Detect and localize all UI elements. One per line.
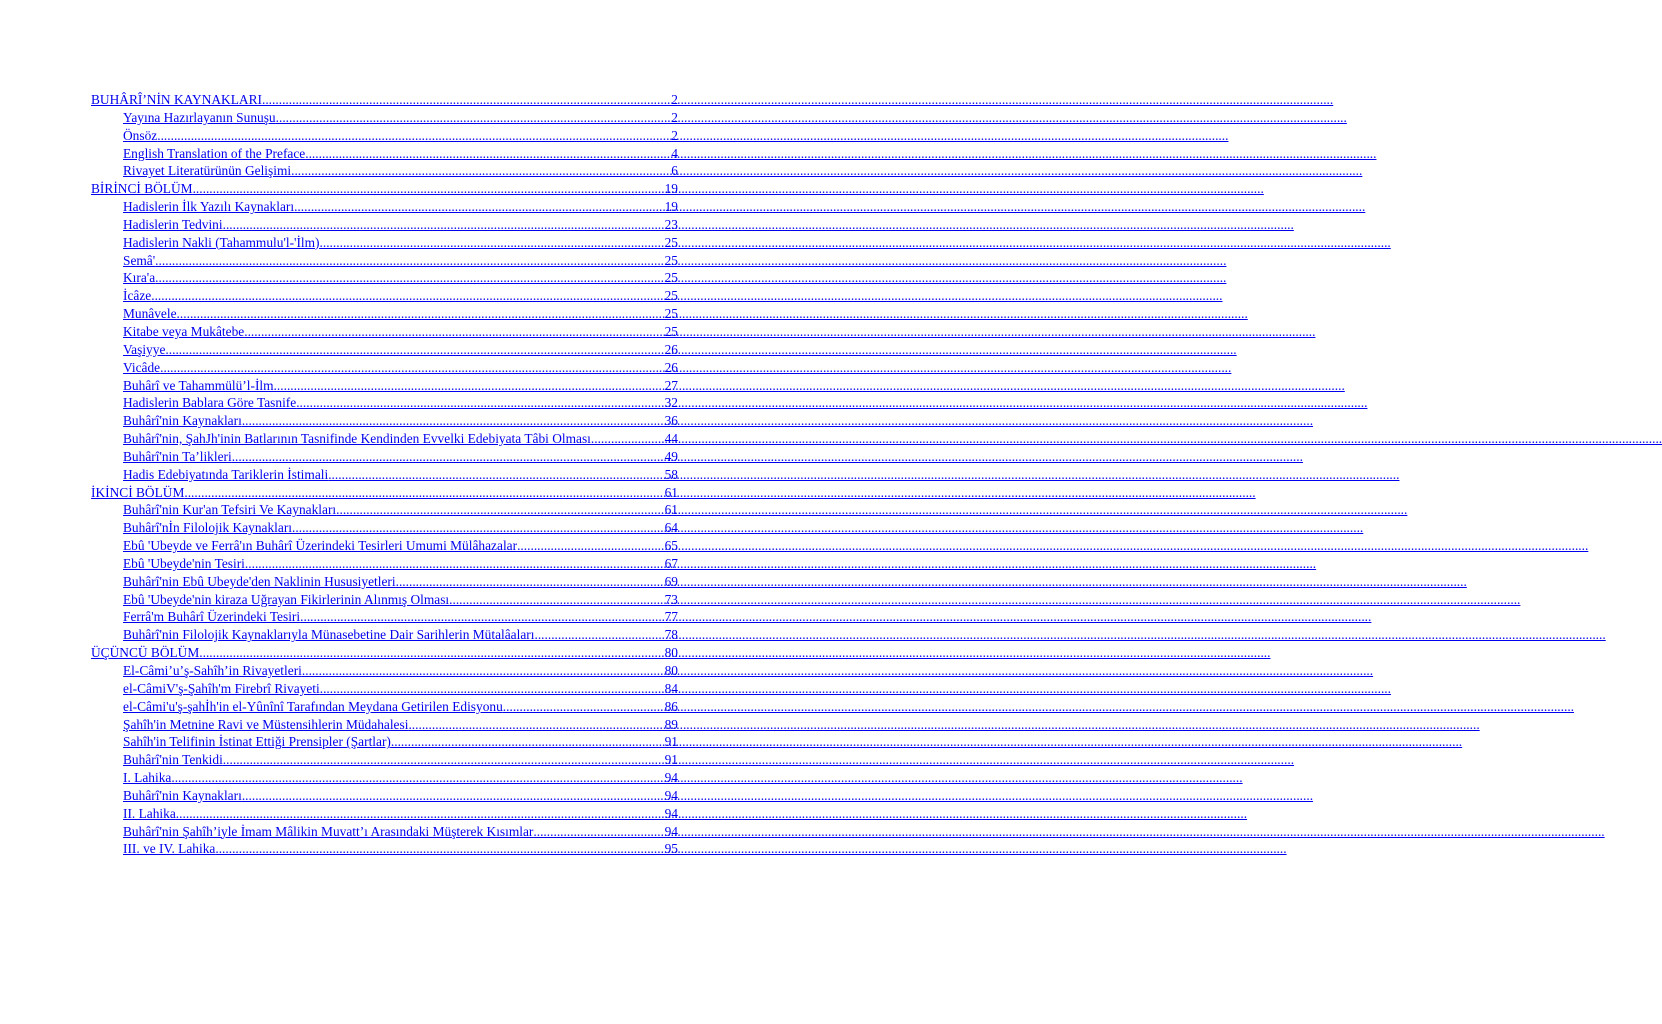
toc-chapter-link[interactable] — [91, 644, 678, 662]
toc-entry-title: Rivayet Literatürünün Gelişimi — [123, 163, 292, 179]
toc-entry-title: Kitabe veya Mukâtebe — [123, 323, 245, 339]
toc-dot-leader — [591, 430, 665, 448]
toc-page-number: 84 — [664, 680, 678, 696]
toc-entry-title: BİRİNCİ BÖLÜM — [91, 181, 193, 197]
toc-entry-title: Hadislerin Nakli (Tahammulu'l-'İlm) — [123, 234, 320, 250]
toc-entry-title: Buhârî'nin Tenkidi — [123, 752, 223, 768]
toc-dot-leader — [223, 751, 665, 769]
toc-dot-leader — [302, 662, 665, 680]
toc-dot-leader — [296, 394, 664, 412]
toc-entry-title: Ebû 'Ubeyde'nin Tesiri — [123, 555, 245, 571]
toc-dot-leader — [232, 448, 665, 466]
toc-dot-leader — [193, 180, 665, 198]
toc-entry-title: Hadis Edebiyatında Tariklerin İstimali — [123, 466, 329, 482]
toc-entry-title: Yayına Hazırlayanın Sunuşu — [123, 109, 276, 125]
toc-page-number: 4 — [671, 145, 678, 161]
toc-entry-title: Buhârî'nin Kaynakları — [123, 413, 242, 429]
toc-section-link[interactable] — [91, 716, 678, 734]
toc-entry-title: İKİNCİ BÖLÜM — [91, 484, 185, 500]
toc-dot-leader — [215, 840, 664, 858]
toc-section-link[interactable] — [91, 573, 678, 591]
toc-section-link[interactable] — [91, 733, 678, 751]
toc-section-link[interactable] — [91, 537, 678, 555]
toc-page-number: 61 — [664, 502, 678, 518]
toc-chapter-link[interactable] — [91, 180, 678, 198]
toc-section-link[interactable] — [91, 234, 678, 252]
toc-section-link[interactable] — [91, 359, 678, 377]
toc-entry-title: el-CâmiV'ş-Şahîh'm Firebrî Rivayeti — [123, 680, 320, 696]
toc-page-number: 95 — [664, 841, 678, 857]
toc-dot-leader — [184, 484, 664, 502]
toc-entry-title: Buhârî'nin Filolojik Kaynaklarıyla Münasebetine Dair Sarihlerin Mütalâaları — [123, 627, 535, 643]
toc-section-link[interactable] — [91, 305, 678, 323]
toc-dot-leader — [391, 733, 665, 751]
toc-section-link[interactable] — [91, 109, 678, 127]
toc-entry-title: İcâze — [123, 288, 152, 304]
toc-entry-title: Hadislerin Tedvini — [123, 216, 223, 232]
toc-entry-title: el-Câmi'u'ş-şahİh'in el-Yûnînî Tarafından Meydana Getirilen Edisyonu — [123, 698, 503, 714]
toc-dot-leader — [165, 341, 664, 359]
toc-entry-title: Kıra'a — [123, 270, 156, 286]
toc-section-link[interactable] — [91, 269, 678, 287]
toc-page-number: 58 — [664, 466, 678, 482]
toc-dot-leader — [276, 109, 672, 127]
toc-section-link[interactable] — [91, 751, 678, 769]
toc-section-link[interactable] — [91, 412, 678, 430]
toc-dot-leader — [245, 555, 665, 573]
toc-page-number: 19 — [664, 181, 678, 197]
toc-dot-leader — [242, 412, 665, 430]
toc-entry-title: Ferrâ'm Buhârî Üzerindeki Tesiri — [123, 609, 301, 625]
toc-page-number: 91 — [664, 752, 678, 768]
toc-dot-leader — [503, 698, 665, 716]
toc-page-number: 61 — [664, 484, 678, 500]
toc-page-number: 89 — [664, 716, 678, 732]
toc-entry-title: Buhârî'nin Kur'an Tefsiri Ve Kaynakları — [123, 502, 337, 518]
toc-page-number: 25 — [664, 323, 678, 339]
toc-page-number: 91 — [664, 734, 678, 750]
toc-entry-title: Sahîh'in Telifinin İstinat Ettiği Prensipler (Şartlar) — [123, 734, 391, 750]
toc-section-link[interactable] — [91, 127, 678, 145]
toc-page-number: 65 — [664, 538, 678, 554]
toc-entry-title: Buhârî'nin Kaynakları — [123, 787, 242, 803]
toc-section-link[interactable] — [91, 501, 678, 519]
toc-dot-leader — [262, 91, 671, 109]
toc-section-link[interactable] — [91, 591, 678, 609]
toc-section-link[interactable] — [91, 662, 678, 680]
toc-entry-title: Buhârî'nin Ebû Ubeyde'den Naklinin Hususiyetleri — [123, 573, 396, 589]
toc-dot-leader — [160, 359, 664, 377]
toc-chapter-link[interactable] — [91, 484, 678, 502]
toc-section-link[interactable] — [91, 323, 678, 341]
toc-entry-title: Buhârî'nin, ŞahJh'inin Batlarının Tasnifinde Kendinden Evvelki Edebiyata Tâbi Olması — [123, 431, 591, 447]
toc-page-number: 67 — [664, 555, 678, 571]
toc-dot-leader — [396, 573, 665, 591]
toc-section-link[interactable] — [91, 377, 678, 395]
toc-section-link[interactable] — [91, 823, 678, 841]
toc-entry-title: Buhârî'nin Ta’likleri — [123, 448, 232, 464]
toc-page-number: 26 — [664, 341, 678, 357]
toc-page-number: 27 — [664, 377, 678, 393]
toc-dot-leader — [151, 287, 664, 305]
toc-section-link[interactable] — [91, 287, 678, 305]
toc-dot-leader — [199, 644, 664, 662]
toc-section-link[interactable] — [91, 519, 678, 537]
toc-section-link[interactable] — [91, 626, 678, 644]
toc-dot-leader — [534, 626, 664, 644]
toc-page-number: 64 — [664, 520, 678, 536]
toc-section-link[interactable] — [91, 769, 678, 787]
toc-dot-leader — [320, 234, 665, 252]
toc-page-number: 32 — [664, 395, 678, 411]
toc-section-link[interactable] — [91, 608, 678, 626]
toc-entry-title: English Translation of the Preface — [123, 145, 306, 161]
toc-dot-leader — [533, 823, 664, 841]
toc-entry-title: Vaşiyye — [123, 341, 166, 357]
toc-page-number: 69 — [664, 573, 678, 589]
toc-section-link[interactable] — [91, 430, 678, 448]
toc-page-number: 94 — [664, 787, 678, 803]
toc-page-number: 25 — [664, 270, 678, 286]
toc-section-link[interactable] — [91, 448, 678, 466]
toc-dot-leader — [155, 269, 664, 287]
toc-section-link[interactable] — [91, 216, 678, 234]
toc-section-link[interactable] — [91, 252, 678, 270]
toc-dot-leader — [223, 216, 665, 234]
toc-dot-leader — [294, 198, 665, 216]
toc-section-link[interactable] — [91, 162, 678, 180]
toc-entry-title: Hadislerin Bablara Göre Tasnife — [123, 395, 297, 411]
toc-entry-title: Munâvele — [123, 306, 177, 322]
toc-page-number: 94 — [664, 770, 678, 786]
toc-page-number: 23 — [664, 216, 678, 232]
toc-page-number: 94 — [664, 823, 678, 839]
toc-dot-leader — [274, 377, 665, 395]
toc-section-link[interactable] — [91, 466, 678, 484]
toc-dot-leader — [320, 680, 665, 698]
toc-entry-title: III. ve IV. Lahika — [123, 841, 216, 857]
toc-entry-title: Ebû 'Ubeyde ve Ferrâ'ın Buhârî Üzerindeki Tesirleri Umumi Mülâhazalar — [123, 538, 518, 554]
toc-entry-title: II. Lahika — [123, 805, 176, 821]
toc-section-link[interactable] — [91, 805, 678, 823]
toc-dot-leader — [328, 466, 664, 484]
toc-entry-title: Şahîh'in Metnine Ravi ve Müstensihlerin Müdahalesi — [123, 716, 409, 732]
toc-page-number: 78 — [664, 627, 678, 643]
toc-dot-leader — [157, 127, 671, 145]
toc-section-link[interactable] — [91, 680, 678, 698]
toc-entry-title: Hadislerin İlk Yazılı Kaynakları — [123, 199, 295, 215]
toc-entry-title: BUHÂRÎ’NİN KAYNAKLARI — [91, 92, 262, 107]
toc-dot-leader — [155, 252, 664, 270]
toc-section-link[interactable] — [91, 341, 678, 359]
toc-page-number: 25 — [664, 288, 678, 304]
toc-page-number: 2 — [671, 127, 678, 143]
toc-page-number: 49 — [664, 448, 678, 464]
toc-dot-leader — [408, 716, 664, 734]
toc-dot-leader — [291, 162, 671, 180]
toc-section-link[interactable] — [91, 145, 678, 163]
toc-page-number: 6 — [671, 163, 678, 179]
toc-dot-leader — [449, 591, 664, 609]
toc-page-number: 77 — [664, 609, 678, 625]
toc-entry-title: Ebû 'Ubeyde'nin kiraza Uğrayan Fikirlerinin Alınmış Olması — [123, 591, 450, 607]
toc-section-link[interactable] — [91, 787, 678, 805]
toc-entry-title: Buhârî'nİn Filolojik Kaynakları — [123, 520, 293, 536]
toc-page-number: 2 — [671, 109, 678, 125]
toc-entry-title: I. Lahika — [123, 770, 172, 786]
toc-page-number: 73 — [664, 591, 678, 607]
toc-entry-title: Semâ' — [123, 252, 156, 268]
toc-page-number: 25 — [664, 234, 678, 250]
toc-entry-title: Vicâde — [123, 359, 161, 375]
toc-section-link[interactable] — [91, 198, 678, 216]
toc-page-number: 26 — [664, 359, 678, 375]
toc-page-number: 80 — [664, 663, 678, 678]
toc-entry-title: ÜÇÜNCÜ BÖLÜM — [91, 645, 200, 661]
toc-page-number: 19 — [664, 199, 678, 215]
toc-dot-leader — [171, 769, 664, 787]
toc-entry-title: Önsöz — [123, 127, 158, 143]
toc-entry-title: Buhârî'nin Şahîh’iyle İmam Mâlikin Muvatt’ı Arasındaki Müşterek Kısımlar — [123, 823, 534, 839]
toc-chapter-link[interactable] — [91, 91, 678, 109]
toc-page-number: 86 — [664, 698, 678, 714]
toc-dot-leader — [305, 145, 671, 163]
toc-dot-leader — [300, 608, 664, 626]
table-of-contents — [91, 91, 678, 858]
toc-page-number: 25 — [664, 252, 678, 268]
toc-dot-leader — [336, 501, 664, 519]
toc-section-link[interactable] — [91, 840, 678, 858]
toc-section-link[interactable] — [91, 698, 678, 716]
toc-page-number: 36 — [664, 413, 678, 429]
toc-page-number: 94 — [664, 805, 678, 821]
toc-page-number: 80 — [664, 645, 678, 661]
toc-section-link[interactable] — [91, 394, 678, 412]
toc-section-link[interactable] — [91, 555, 678, 573]
toc-dot-leader — [244, 323, 664, 341]
toc-dot-leader — [242, 787, 665, 805]
toc-dot-leader — [517, 537, 665, 555]
toc-entry-title: El-Câmi’u’ş-Sahîh’in Rivayetleri — [123, 663, 302, 678]
toc-dot-leader — [177, 305, 665, 323]
toc-entry-title: Buhârî ve Tahammülü’l-İlm — [123, 377, 274, 393]
toc-dot-leader — [292, 519, 665, 537]
toc-dot-leader — [176, 805, 665, 823]
toc-page-number: 2 — [671, 92, 678, 107]
toc-page-number: 25 — [664, 306, 678, 322]
toc-page-number: 44 — [664, 431, 678, 447]
